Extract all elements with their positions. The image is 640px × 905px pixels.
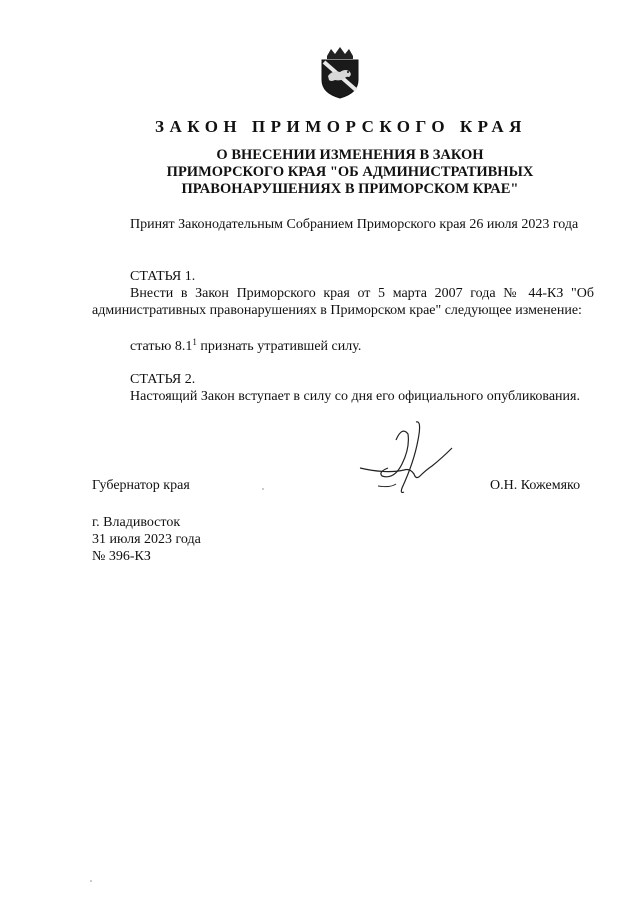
article-2-text: Настоящий Закон вступает в силу со дня его официального опубликования.: [130, 389, 580, 404]
article-1-item-suffix: признать утратившей силу.: [196, 339, 362, 354]
adoption-statement: Принят Законодательным Собранием Приморского края 26 июля 2023 года: [130, 217, 579, 232]
place-of-signing: г. Владивосток: [92, 515, 181, 530]
handwritten-signature-icon: [356, 418, 476, 498]
signing-date: 31 июля 2023 года: [92, 532, 201, 547]
signatory-name: О.Н. Кожемяко: [490, 478, 581, 493]
subtitle-line: ПРИМОРСКОГО КРАЯ "ОБ АДМИНИСТРАТИВНЫХ: [166, 164, 534, 180]
coat-of-arms-icon: [318, 46, 362, 100]
article-2-heading: СТАТЬЯ 2.: [130, 372, 196, 387]
article-1-item-sup: 1: [192, 337, 197, 347]
scan-speck: [262, 488, 264, 490]
article-1-item: [130, 338, 361, 355]
law-number: № 396-КЗ: [92, 549, 151, 564]
article-1-heading: СТАТЬЯ 1.: [130, 269, 196, 284]
law-title: ЗАКОН ПРИМОРСКОГО КРАЯ: [155, 117, 527, 136]
article-1-text: Внести в Закон Приморского края от 5 марта 2007 года № 44-КЗ "Об административных правонарушениях в Приморском крае" следующее изменение:: [92, 286, 594, 318]
article-1-item-prefix: статью 8.1: [130, 339, 193, 354]
signatory-position: Губернатор края: [92, 478, 190, 493]
scan-speck: [90, 880, 92, 882]
subtitle-line: ПРАВОНАРУШЕНИЯХ В ПРИМОРСКОМ КРАЕ": [181, 181, 519, 197]
subtitle-line: О ВНЕСЕНИИ ИЗМЕНЕНИЯ В ЗАКОН: [216, 147, 484, 163]
law-subtitle: [150, 147, 550, 198]
